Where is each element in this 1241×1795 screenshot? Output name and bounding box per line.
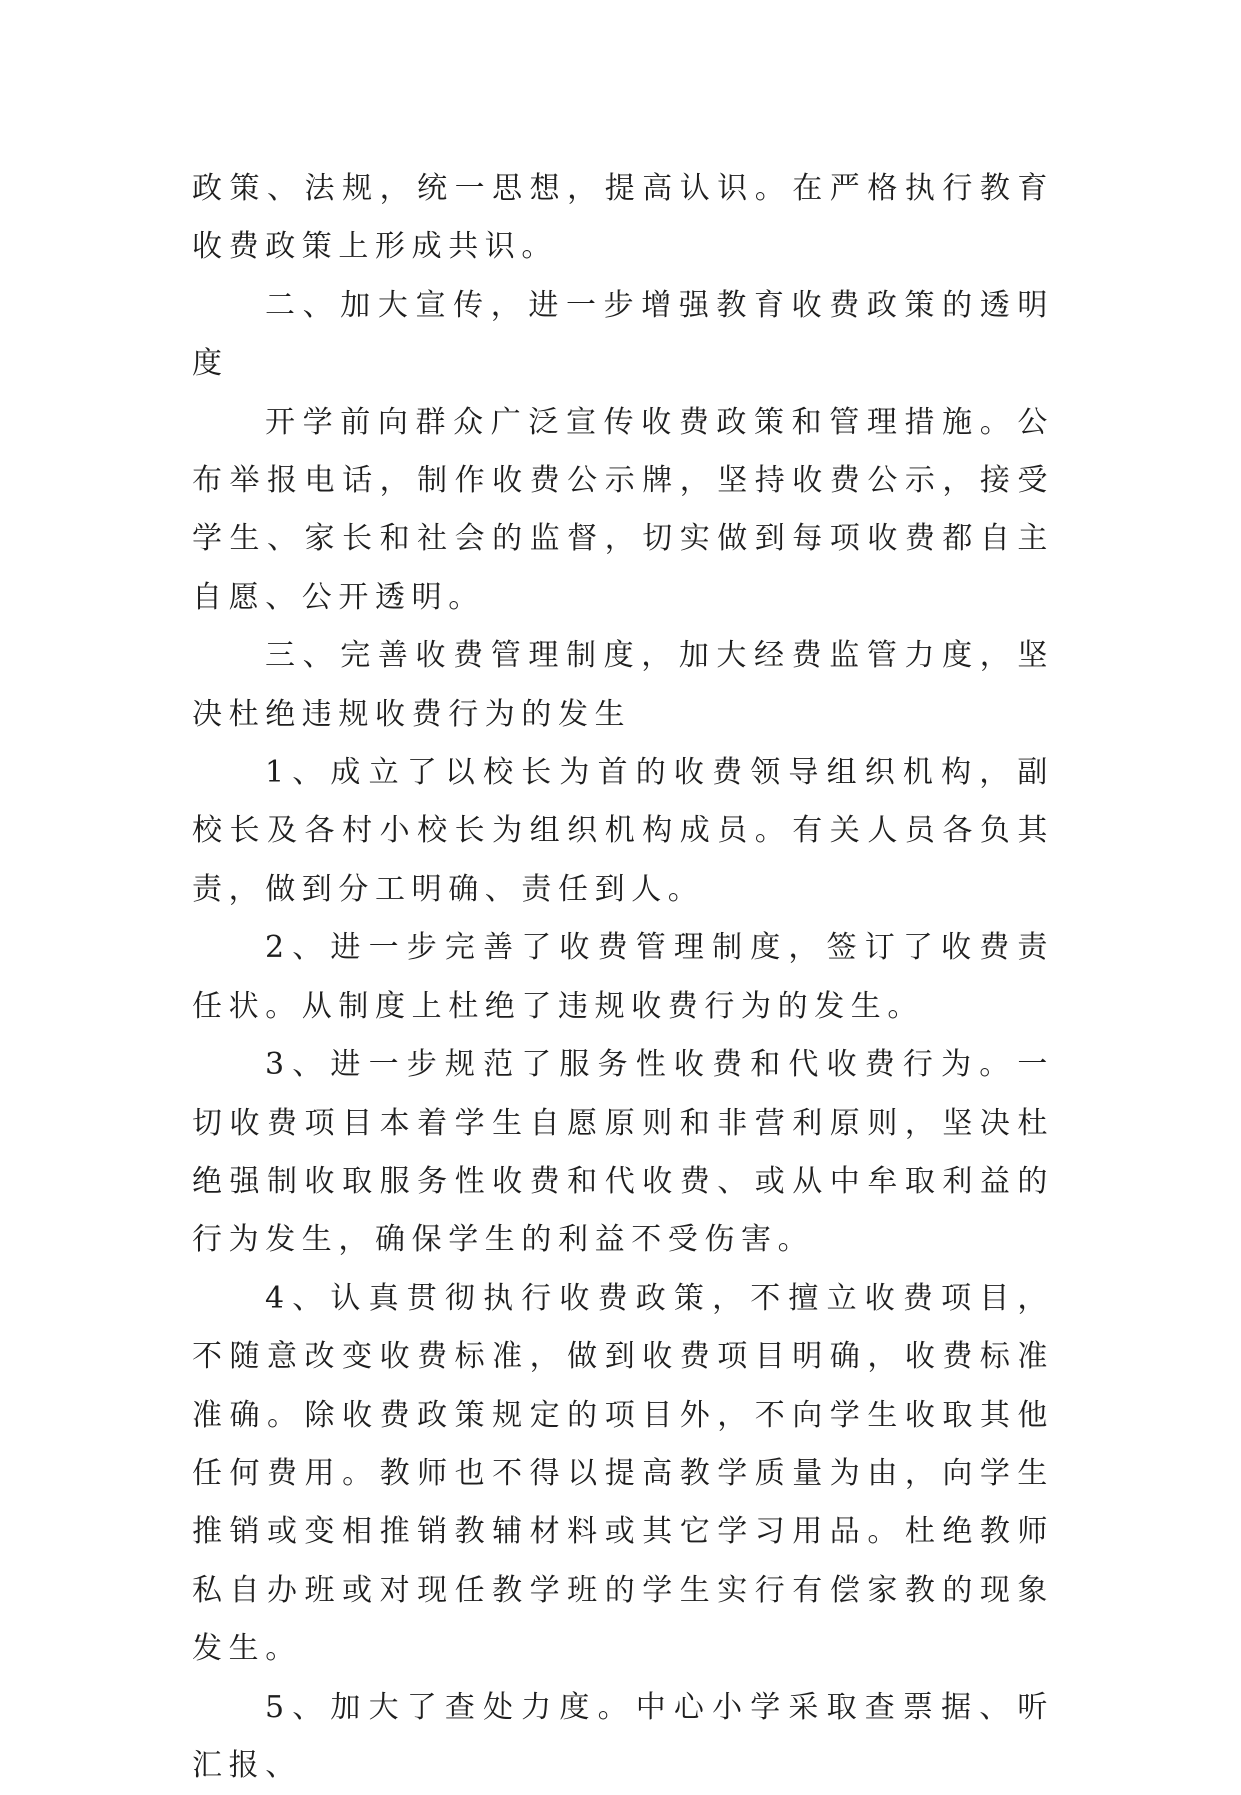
section-heading-2: 二、加大宣传，进一步增强教育收费政策的透明度 <box>192 287 1054 382</box>
list-item-2: 2、进一步完善了收费管理制度，签订了收费责任状。从制度上杜绝了违规收费行为的发生。 <box>192 930 1054 1024</box>
paragraph-publicity: 开学前向群众广泛宣传收费政策和管理措施。公布举报电话，制作收费公示牌，坚持收费公示，接受学生、家长和社会的监督，切实做到每项收费都自主自愿、公开透明。 <box>192 404 1054 615</box>
list-item-4: 4、认真贯彻执行收费政策，不擅立收费项目，不随意改变收费标准，做到收费项目明确，收费标准准确。除收费政策规定的项目外，不向学生收取其他任何费用。教师也不得以提高教学质量为由，向学生推销或变相推销教辅材料或其它学习用品。杜绝教师私自办班或对现任教学班的学生实行有偿家教的现象发生。 <box>192 1280 1054 1667</box>
section-heading-3: 三、完善收费管理制度，加大经费监管力度，坚决杜绝违规收费行为的发生 <box>192 638 1054 732</box>
paragraph-continuation: 政策、法规，统一思想，提高认识。在严格执行教育收费政策上形成共识。 <box>192 171 1054 265</box>
document-body <box>192 160 1054 1795</box>
list-item-1: 1、成立了以校长为首的收费领导组织机构，副校长及各村小校长为组织机构成员。有关人员各负其责，做到分工明确、责任到人。 <box>192 755 1054 907</box>
list-item-5: 5、加大了查处力度。中心小学采取查票据、听汇报、 <box>192 1689 1054 1783</box>
list-item-3: 3、进一步规范了服务性收费和代收费行为。一切收费项目本着学生自愿原则和非营利原则，坚决杜绝强制收取服务性收费和代收费、或从中牟取利益的行为发生，确保学生的利益不受伤害。 <box>192 1047 1054 1258</box>
